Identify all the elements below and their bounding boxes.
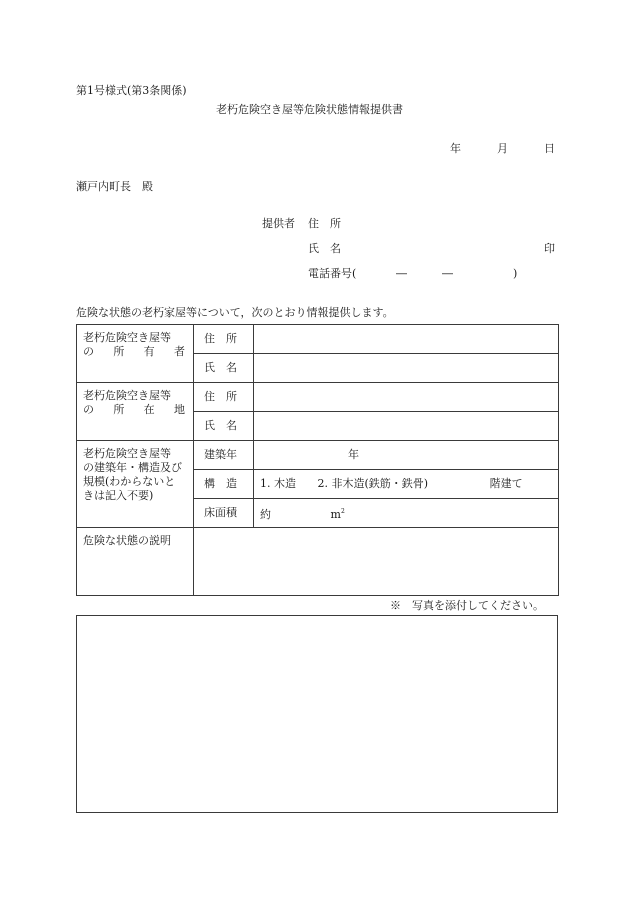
owner-category-char: 者 xyxy=(173,345,185,358)
phone-close-paren: ) xyxy=(513,267,518,280)
danger-description-field[interactable] xyxy=(194,528,559,596)
owner-name-field[interactable] xyxy=(254,354,559,383)
building-category-line2: の建築年・構造及び xyxy=(83,461,182,474)
date-month-label: 月 xyxy=(497,142,508,155)
location-category-char: の xyxy=(83,403,94,416)
floor-area-unit xyxy=(331,508,345,521)
location-category-cell xyxy=(77,383,194,441)
date-year-label: 年 xyxy=(450,142,461,155)
owner-category-char: 有 xyxy=(143,345,155,358)
provider-label: 提供者 xyxy=(262,217,295,230)
floor-area-prefix: 約 xyxy=(260,507,271,521)
addressee: 瀬戸内町長 殿 xyxy=(76,180,153,193)
danger-label: 危険な状態の説明 xyxy=(77,528,194,596)
structure-label: 構 造 xyxy=(194,470,254,499)
location-category-char: 地 xyxy=(173,403,185,416)
owner-name-label: 氏 名 xyxy=(194,354,254,383)
intro-sentence: 危険な状態の老朽家屋等について，次のとおり情報提供します。 xyxy=(76,306,394,319)
photo-note: ※ 写真を添付してください。 xyxy=(390,599,544,612)
owner-category-char: の xyxy=(83,345,94,358)
location-category-char: 所 xyxy=(113,403,125,416)
phone-dash-1: ― xyxy=(396,267,407,280)
provider-phone-label: 電話番号( xyxy=(308,267,357,280)
location-address-row xyxy=(77,383,559,412)
owner-category-char: 所 xyxy=(113,345,125,358)
building-category-line1: 老朽危険空き屋等 xyxy=(83,447,171,460)
document-title: 老朽危険空き屋等危険状態情報提供書 xyxy=(216,103,403,116)
built-year-row xyxy=(77,441,559,470)
location-category-line1: 老朽危険空き屋等 xyxy=(83,389,171,402)
floors-unit: 階建て xyxy=(489,477,523,490)
location-name-field[interactable] xyxy=(254,412,559,441)
floor-area-label: 床面積 xyxy=(194,499,254,528)
structure-field[interactable] xyxy=(254,470,559,499)
seal-mark: 印 xyxy=(544,242,555,255)
building-category-line4: きは記入不要) xyxy=(83,489,154,502)
floor-area-unit-base: m xyxy=(330,507,341,521)
provider-name-label: 氏 名 xyxy=(308,242,341,255)
owner-address-label: 住 所 xyxy=(194,325,254,354)
location-category-char: 在 xyxy=(143,403,155,416)
info-table xyxy=(76,324,559,596)
owner-address-field[interactable] xyxy=(254,325,559,354)
date-day-label: 日 xyxy=(544,142,555,155)
building-category-line3: 規模(わからないと xyxy=(83,475,176,488)
floor-area-field[interactable] xyxy=(254,499,559,528)
built-year-label: 建築年 xyxy=(194,441,254,470)
phone-dash-2: ― xyxy=(442,267,453,280)
owner-address-row xyxy=(77,325,559,354)
form-number: 第1号様式(第3条関係) xyxy=(76,84,187,97)
danger-row xyxy=(77,528,559,596)
location-name-label: 氏 名 xyxy=(194,412,254,441)
owner-category-cell xyxy=(77,325,194,383)
photo-attachment-area[interactable] xyxy=(76,615,558,813)
structure-option-wood[interactable]: 1. 木造 xyxy=(260,477,296,490)
owner-category-line2 xyxy=(83,345,185,359)
structure-option-nonwood[interactable]: 2. 非木造(鉄筋・鉄骨) xyxy=(317,477,429,490)
location-category-line2 xyxy=(83,403,185,417)
building-category-cell xyxy=(77,441,194,528)
provider-address-label: 住 所 xyxy=(308,217,341,230)
location-address-label: 住 所 xyxy=(194,383,254,412)
floor-area-unit-exponent: 2 xyxy=(340,507,345,515)
location-address-field[interactable] xyxy=(254,383,559,412)
built-year-unit: 年 xyxy=(348,448,359,461)
owner-category-line1: 老朽危険空き屋等 xyxy=(83,331,171,344)
built-year-field[interactable] xyxy=(254,441,559,470)
